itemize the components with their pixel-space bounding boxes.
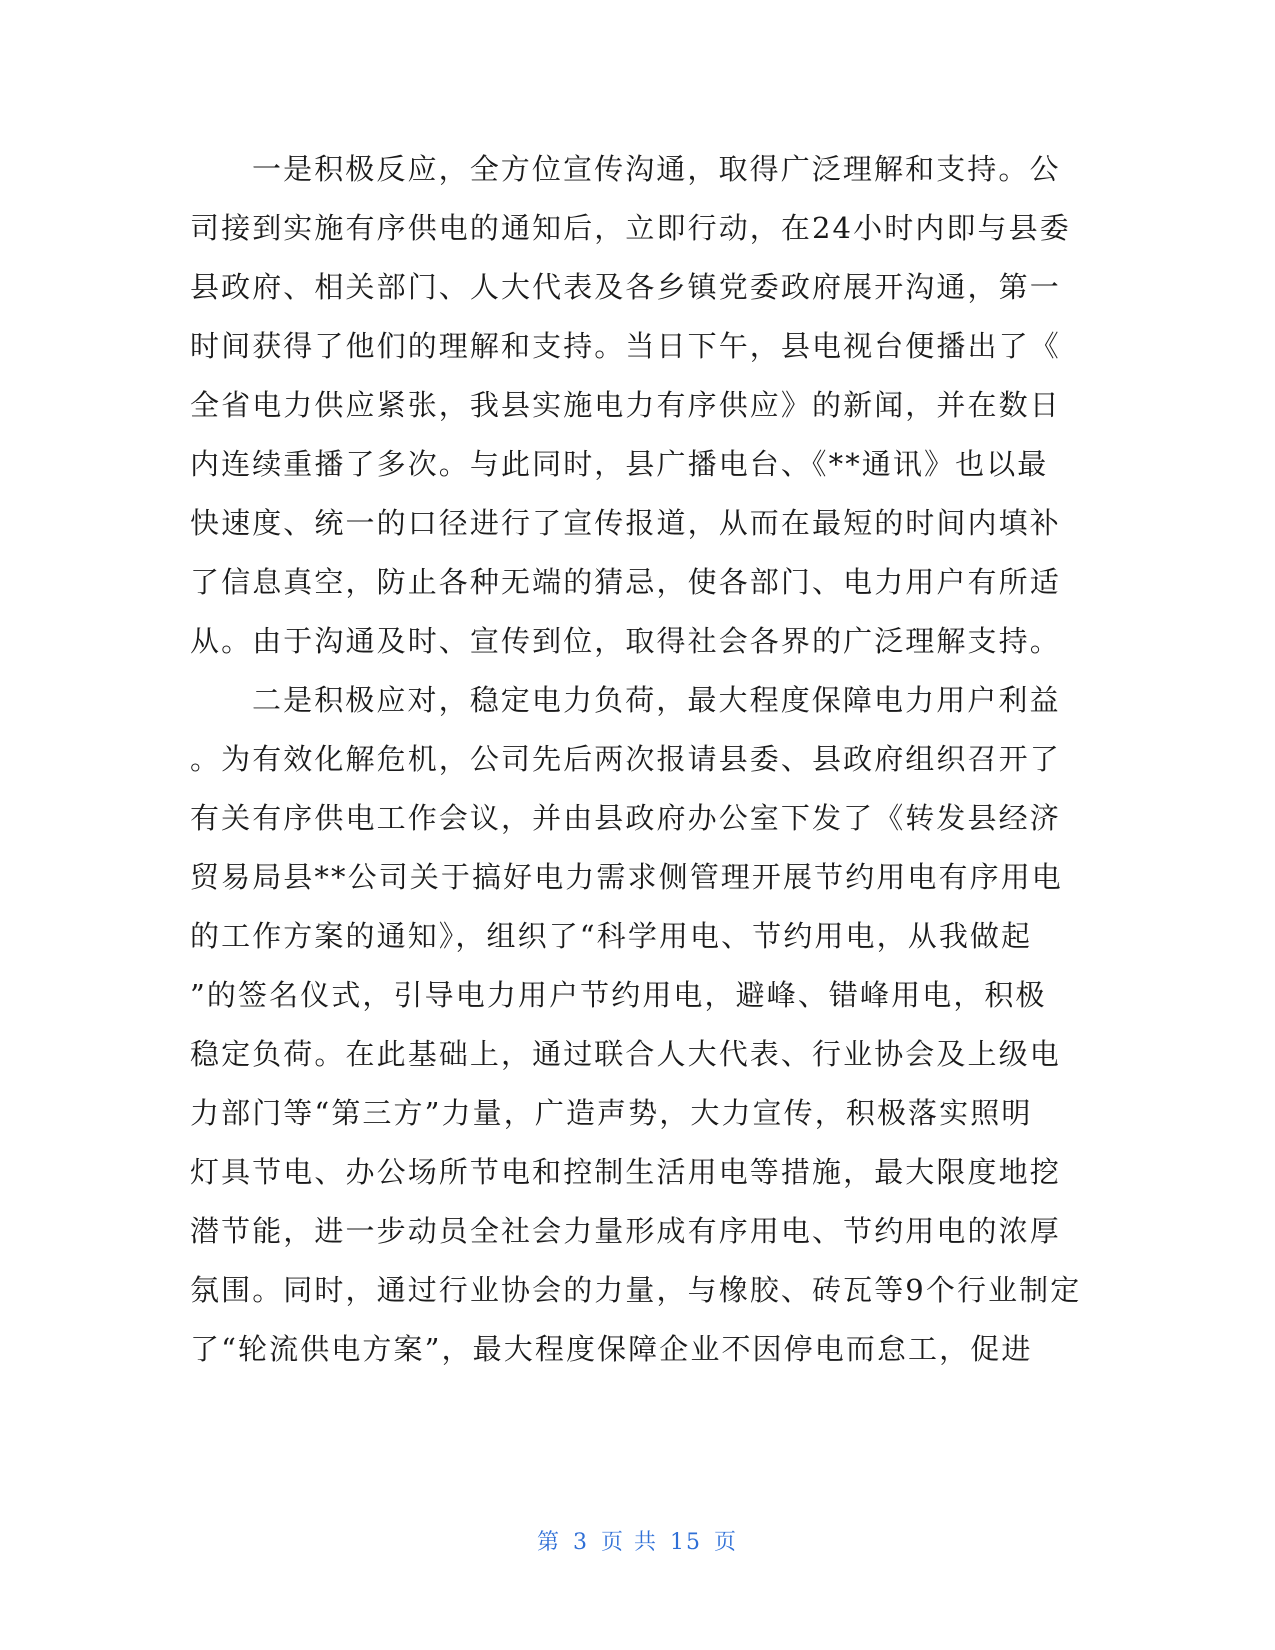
paragraph-1-line-6: 内连续重播了多次。与此同时，县广播电台、《**通讯》也以最 [190,447,1049,481]
paragraph-2-line-3: 有关有序供电工作会议，并由县政府办公室下发了《转发县经济 [190,801,1061,835]
page-current-number: 3 [573,1530,589,1555]
paragraph-2-line-10: 潜节能，进一步动员全社会力量形成有序用电、节约用电的浓厚 [190,1214,1061,1248]
paragraph-1-line-9: 从。由于沟通及时、宣传到位，取得社会各界的广泛理解支持。 [190,624,1061,658]
page-total-number: 15 [670,1530,702,1555]
paragraph-1-line-7: 快速度、统一的口径进行了宣传报道，从而在最短的时间内填补 [190,506,1061,540]
paragraph-2-line-6: ”的签名仪式，引导电力用户节约用电，避峰、错峰用电，积极 [190,978,1047,1012]
document-body [190,140,1080,1379]
paragraph-2-line-12: 了“轮流供电方案”，最大程度保障企业不因停电而怠工，促进 [190,1332,1033,1366]
page-label-mid: 页 共 [601,1530,658,1555]
paragraph-2-line-7: 稳定负荷。在此基础上，通过联合人大代表、行业协会及上级电 [190,1037,1061,1071]
paragraph-1-line-1: 一是积极反应，全方位宣传沟通，取得广泛理解和支持。公 [252,152,1061,186]
paragraph-2-line-5: 的工作方案的通知》，组织了“科学用电、节约用电，从我做起 [190,919,1033,953]
page-label-prefix: 第 [536,1530,561,1555]
paragraph-1-line-5: 全省电力供应紧张，我县实施电力有序供应》的新闻，并在数日 [190,388,1061,422]
paragraph-2-line-1: 二是积极应对，稳定电力负荷，最大程度保障电力用户利益 [252,683,1061,717]
page-footer [0,1525,1275,1556]
paragraph-2-line-2: 。为有效化解危机，公司先后两次报请县委、县政府组织召开了 [190,742,1061,776]
paragraph-2-line-9: 灯具节电、办公场所节电和控制生活用电等措施，最大限度地挖 [190,1155,1061,1189]
paragraph-1-line-3: 县政府、相关部门、人大代表及各乡镇党委政府展开沟通，第一 [190,270,1061,304]
paragraph-1-line-4: 时间获得了他们的理解和支持。当日下午，县电视台便播出了《 [190,329,1061,363]
paragraph-1-line-2: 司接到实施有序供电的通知后，立即行动，在24小时内即与县委 [190,211,1071,245]
paragraph-2-line-4: 贸易局县**公司关于搞好电力需求侧管理开展节约用电有序用电 [190,860,1063,894]
paragraph-1-line-8: 了信息真空，防止各种无端的猜忌，使各部门、电力用户有所适 [190,565,1061,599]
paragraph-2-line-11: 氛围。同时，通过行业协会的力量，与橡胶、砖瓦等9个行业制定 [190,1273,1082,1307]
paragraph-2-line-8: 力部门等“第三方”力量，广造声势，大力宣传，积极落实照明 [190,1096,1033,1130]
page-label-suffix: 页 [714,1530,739,1555]
